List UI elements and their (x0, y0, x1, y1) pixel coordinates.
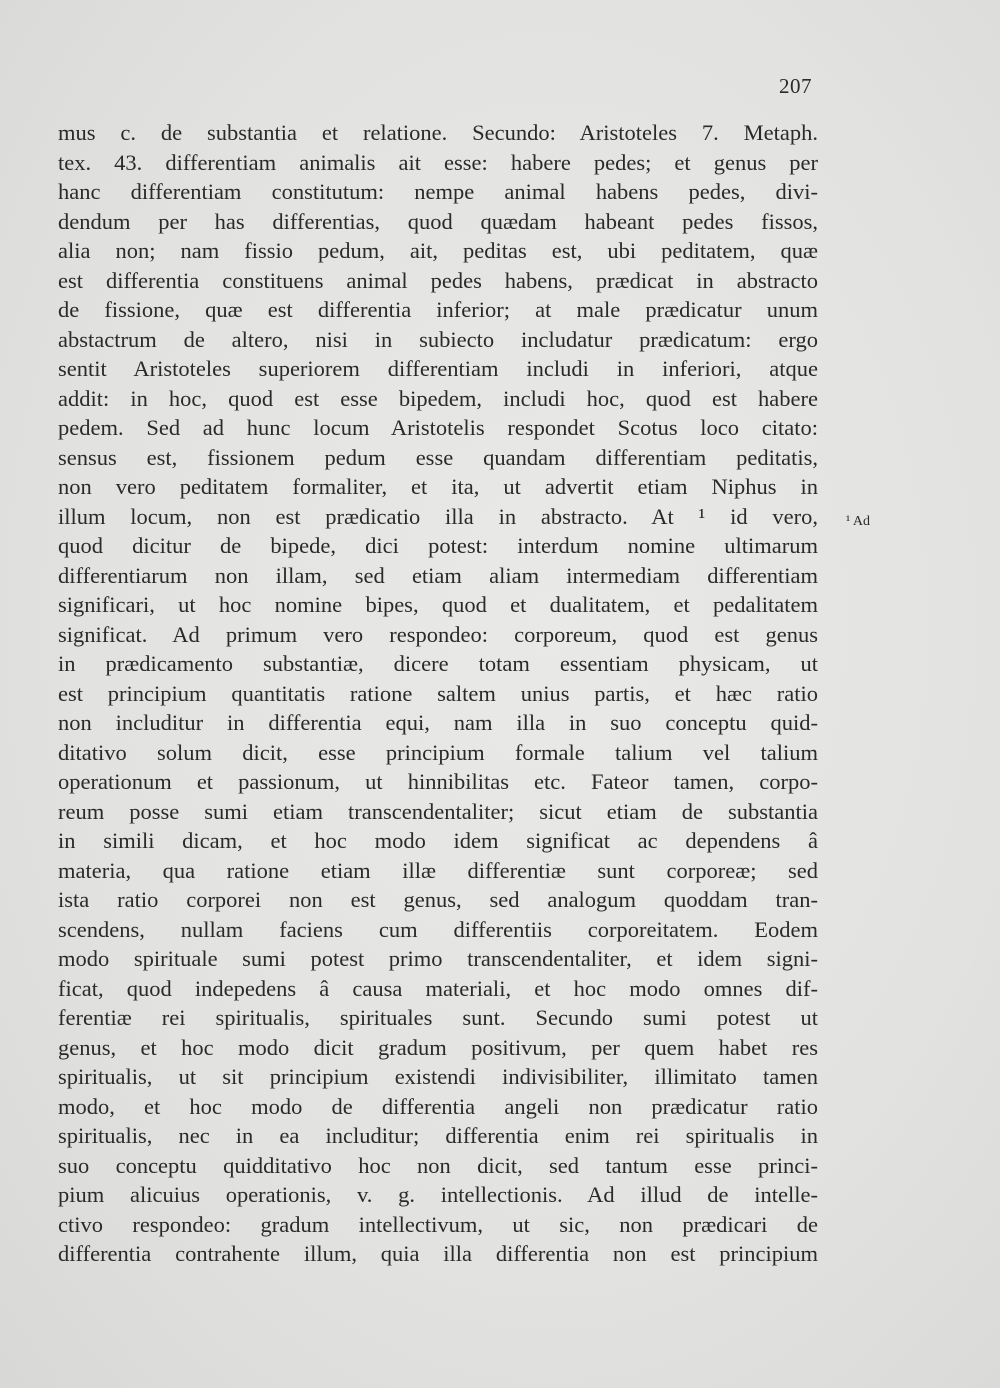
text-line: in prædicamento substantiæ, dicere totam essentiam physicam, ut (58, 651, 818, 676)
text-line: in simili dicam, et hoc modo idem significat ac dependens â (58, 828, 818, 853)
text-line: spiritualis, ut sit principium existendi indivisibiliter, illimitato tamen (58, 1064, 818, 1089)
text-line: abstactrum de altero, nisi in subiecto includatur prædicatum: ergo (58, 326, 818, 352)
body-text (58, 118, 818, 1269)
text-line: pium alicuius operationis, v. g. intellectionis. Ad illud de intelle- (58, 1182, 818, 1207)
text-line: significari, ut hoc nomine bipes, quod et dualitatem, et pedalitatem (58, 592, 818, 617)
text-line: operationum et passionum, ut hinnibilitas etc. Fateor tamen, corpo- (58, 769, 818, 794)
text-line: ferentiæ rei spiritualis, spirituales sunt. Secundo sumi potest ut (58, 1005, 818, 1030)
text-line: pedem. Sed ad hunc locum Aristotelis respondet Scotus loco citato: (58, 415, 818, 440)
text-line: mus c. de substantia et relatione. Secundo: Aristoteles 7. Metaph. (58, 120, 818, 145)
text-line: materia, qua ratione etiam illæ differentiæ sunt corporeæ; sed (58, 857, 818, 883)
text-line: de fissione, quæ est differentia inferior; at male prædicatur unum (58, 297, 818, 322)
text-line: significat. Ad primum vero respondeo: corporeum, quod est genus (58, 621, 818, 647)
text-line: ctivo respondeo: gradum intellectivum, ut sic, non prædicari de (58, 1211, 818, 1237)
text-line: scendens, nullam faciens cum differentiis corporeitatem. Eodem (58, 916, 818, 942)
text-line: est differentia constituens animal pedes habens, prædicat in abstracto (58, 267, 818, 293)
text-line: genus, et hoc modo dicit gradum positivum, per quem habet res (58, 1034, 818, 1060)
text-line: illum locum, non est prædicatio illa in abstracto. At ¹ id vero, (58, 503, 818, 529)
text-line: reum posse sumi etiam transcendentaliter; sicut etiam de substantia (58, 798, 818, 824)
text-line: modo spirituale sumi potest primo transcendentaliter, et idem signi- (58, 946, 818, 971)
text-line: ditativo solum dicit, esse principium formale talium vel talium (58, 739, 818, 765)
text-line: suo conceptu quidditativo hoc non dicit, sed tantum esse princi- (58, 1152, 818, 1178)
text-line: ista ratio corporei non est genus, sed analogum quoddam tran- (58, 887, 818, 912)
text-line: alia non; nam fissio pedum, ait, peditas est, ubi peditatem, quæ (58, 238, 818, 263)
text-line: quod dicitur de bipede, dici potest: interdum nomine ultimarum (58, 533, 818, 558)
text-line: non vero peditatem formaliter, et ita, ut advertit etiam Niphus in (58, 474, 818, 499)
page-number: 207 (779, 74, 812, 98)
text-line: tex. 43. differentiam animalis ait esse: habere pedes; et genus per (58, 149, 818, 175)
margin-note: ¹ Ad (846, 514, 871, 529)
text-line: sensus est, fissionem pedum esse quandam differentiam peditatis, (58, 444, 818, 470)
text-line: hanc differentiam constitutum: nempe animal habens pedes, divi- (58, 179, 818, 204)
text-line: dendum per has differentias, quod quædam habeant pedes fissos, (58, 208, 818, 234)
text-line: differentiarum non illam, sed etiam aliam intermediam differentiam (58, 562, 818, 588)
text-line: ficat, quod indepedens â causa materiali, et hoc modo omnes dif- (58, 975, 818, 1001)
text-line: est principium quantitatis ratione saltem unius partis, et hæc ratio (58, 680, 818, 706)
text-line: spiritualis, nec in ea includitur; differentia enim rei spiritualis in (58, 1123, 818, 1148)
text-line: differentia contrahente illum, quia illa differentia non est principium (58, 1241, 818, 1266)
text-line: modo, et hoc modo de differentia angeli non prædicatur ratio (58, 1093, 818, 1119)
text-line: addit: in hoc, quod est esse bipedem, includi hoc, quod est habere (58, 385, 818, 411)
text-line: sentit Aristoteles superiorem differentiam includi in inferiori, atque (58, 356, 818, 381)
text-line: non includitur in differentia equi, nam illa in suo conceptu quid- (58, 710, 818, 735)
